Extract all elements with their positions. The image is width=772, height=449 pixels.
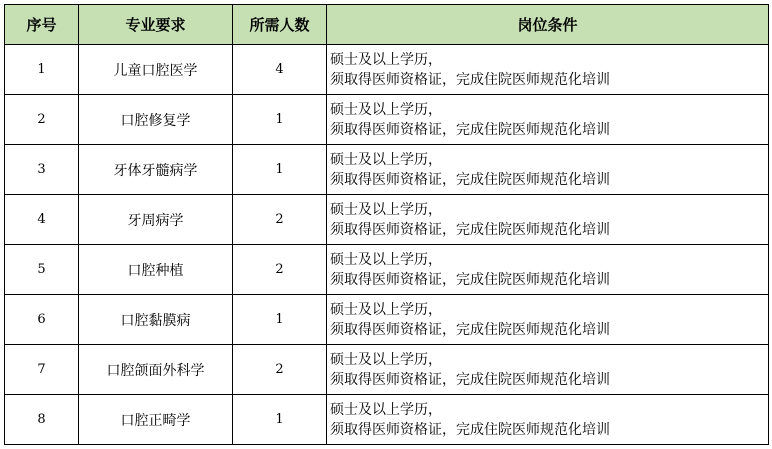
- condition-line-2: 须取得医师资格证，完成住院医师规范化培训: [330, 171, 610, 188]
- header-count: 所需人数: [233, 5, 327, 45]
- condition-line-1: 硕士及以上学历，: [330, 51, 442, 68]
- major-cell: 口腔种植: [79, 245, 233, 295]
- count-cell: 1: [233, 95, 327, 145]
- condition-line-2: 须取得医师资格证，完成住院医师规范化培训: [330, 371, 610, 388]
- condition-line-2: 须取得医师资格证，完成住院医师规范化培训: [330, 271, 610, 288]
- count-cell: 1: [233, 395, 327, 445]
- header-row: [5, 5, 769, 45]
- table-row: [5, 295, 769, 345]
- condition-line-1: 硕士及以上学历，: [330, 251, 442, 268]
- table-row: [5, 395, 769, 445]
- major-cell: 牙体牙髓病学: [79, 145, 233, 195]
- seq-cell: 1: [5, 45, 79, 95]
- table-row: [5, 45, 769, 95]
- major-cell: 口腔正畸学: [79, 395, 233, 445]
- header-major: 专业要求: [79, 5, 233, 45]
- condition-line-1: 硕士及以上学历，: [330, 101, 442, 118]
- seq-cell: 4: [5, 195, 79, 245]
- major-cell: 口腔颌面外科学: [79, 345, 233, 395]
- recruitment-table: [4, 4, 769, 445]
- count-cell: 1: [233, 145, 327, 195]
- table-body: [5, 45, 769, 445]
- seq-cell: 8: [5, 395, 79, 445]
- major-cell: 口腔黏膜病: [79, 295, 233, 345]
- table-row: [5, 95, 769, 145]
- condition-line-1: 硕士及以上学历，: [330, 401, 442, 418]
- condition-line-1: 硕士及以上学历，: [330, 301, 442, 318]
- condition-line-2: 须取得医师资格证，完成住院医师规范化培训: [330, 421, 610, 438]
- condition-cell: [327, 245, 769, 295]
- count-cell: 4: [233, 45, 327, 95]
- condition-cell: [327, 295, 769, 345]
- count-cell: 2: [233, 195, 327, 245]
- condition-line-2: 须取得医师资格证，完成住院医师规范化培训: [330, 121, 610, 138]
- major-cell: 口腔修复学: [79, 95, 233, 145]
- major-cell: 儿童口腔医学: [79, 45, 233, 95]
- table-row: [5, 145, 769, 195]
- condition-line-2: 须取得医师资格证，完成住院医师规范化培训: [330, 71, 610, 88]
- condition-cell: [327, 345, 769, 395]
- condition-cell: [327, 45, 769, 95]
- condition-cell: [327, 195, 769, 245]
- major-cell: 牙周病学: [79, 195, 233, 245]
- seq-cell: 7: [5, 345, 79, 395]
- header-condition: 岗位条件: [327, 5, 769, 45]
- table-row: [5, 195, 769, 245]
- count-cell: 1: [233, 295, 327, 345]
- condition-line-2: 须取得医师资格证，完成住院医师规范化培训: [330, 321, 610, 338]
- condition-cell: [327, 95, 769, 145]
- table-header: [5, 5, 769, 45]
- condition-cell: [327, 145, 769, 195]
- condition-line-1: 硕士及以上学历，: [330, 201, 442, 218]
- condition-line-2: 须取得医师资格证，完成住院医师规范化培训: [330, 221, 610, 238]
- condition-cell: [327, 395, 769, 445]
- seq-cell: 2: [5, 95, 79, 145]
- table-row: [5, 245, 769, 295]
- table-row: [5, 345, 769, 395]
- seq-cell: 3: [5, 145, 79, 195]
- header-seq: 序号: [5, 5, 79, 45]
- recruitment-table-container: [4, 4, 768, 445]
- condition-line-1: 硕士及以上学历，: [330, 351, 442, 368]
- seq-cell: 6: [5, 295, 79, 345]
- condition-line-1: 硕士及以上学历，: [330, 151, 442, 168]
- count-cell: 2: [233, 345, 327, 395]
- seq-cell: 5: [5, 245, 79, 295]
- count-cell: 2: [233, 245, 327, 295]
